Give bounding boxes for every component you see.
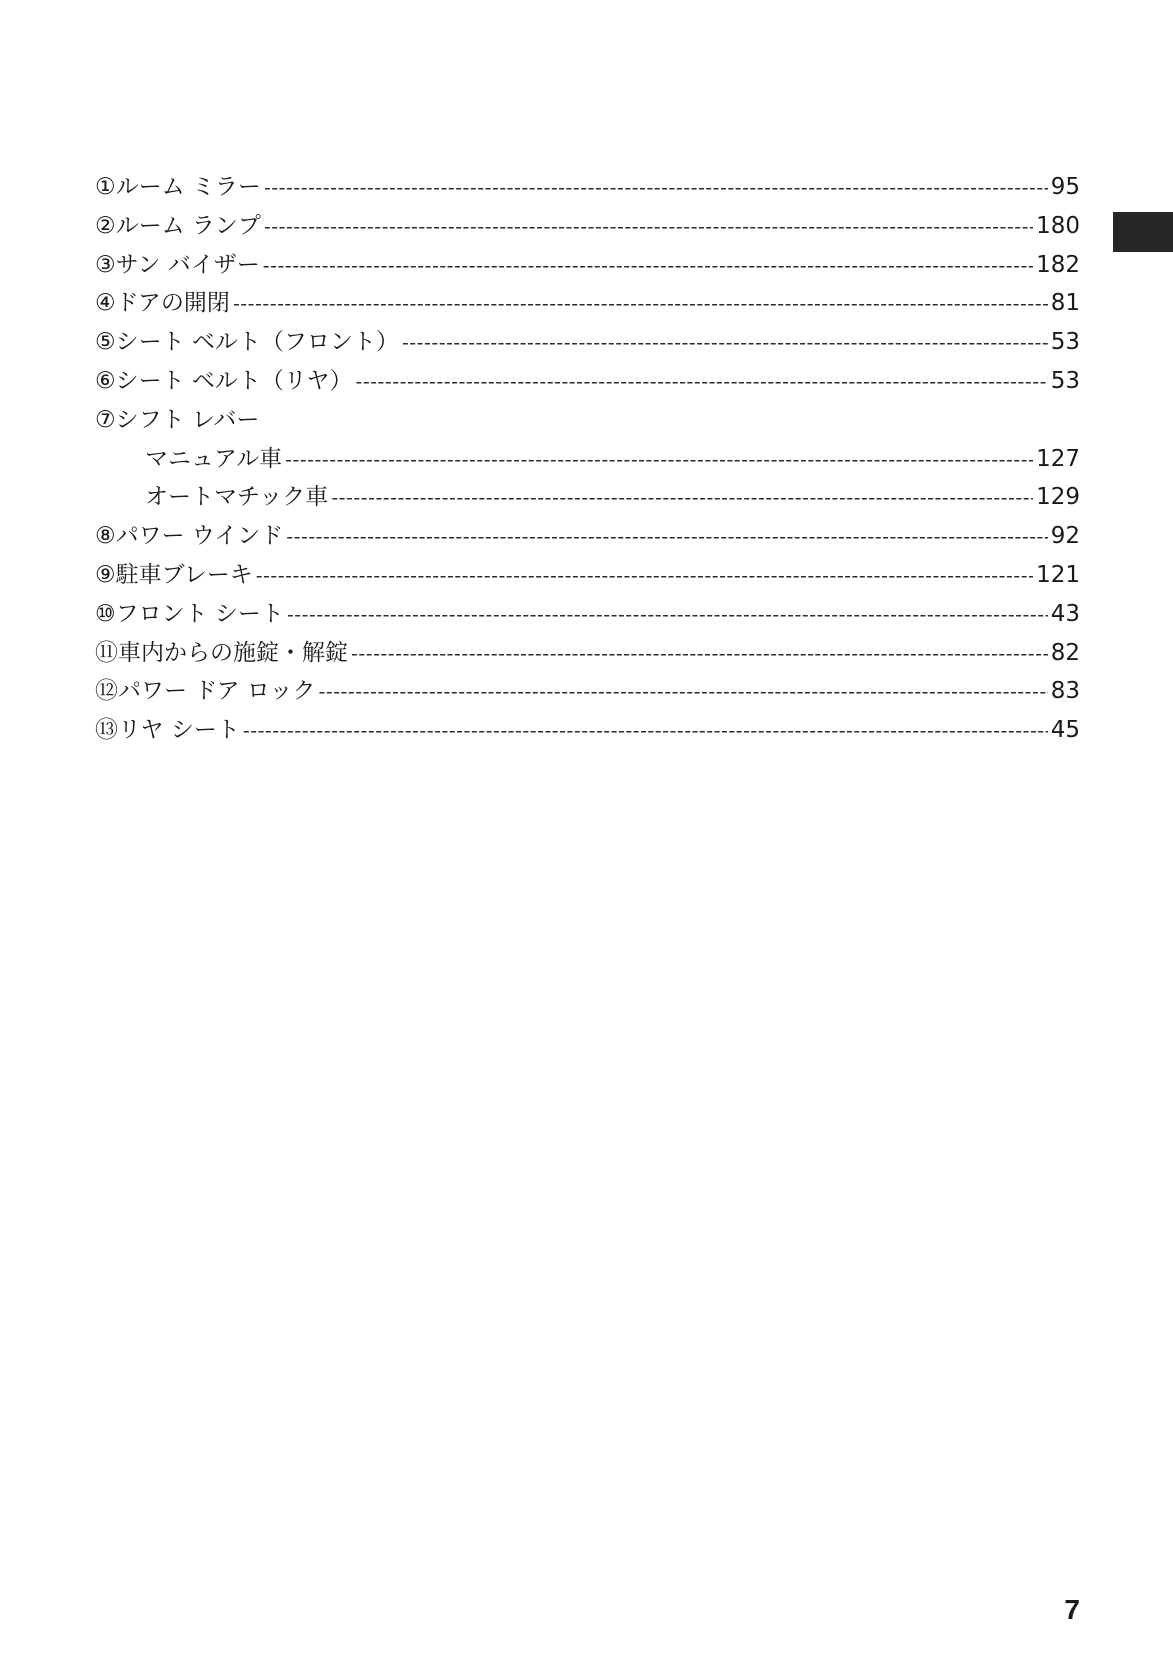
toc-leader [351, 635, 1048, 674]
toc-page: 83 [1050, 678, 1080, 705]
toc-leader [285, 441, 1033, 480]
toc-row[interactable] [95, 284, 1080, 323]
toc-leader [286, 518, 1047, 557]
toc-page: 82 [1050, 639, 1080, 666]
toc-page: 53 [1050, 329, 1080, 356]
toc-leader [233, 285, 1048, 324]
toc-page: 92 [1050, 523, 1080, 550]
toc-row[interactable] [95, 323, 1080, 362]
toc-leader [287, 596, 1048, 635]
toc-page: 43 [1050, 600, 1080, 627]
toc-row[interactable] [95, 672, 1080, 711]
toc-row[interactable] [95, 168, 1080, 207]
toc-label: ②ルーム ランプ [95, 212, 261, 239]
toc-label: ⑨駐車ブレーキ [95, 561, 253, 588]
toc-label: ⑥シート ベルト（リヤ） [95, 367, 353, 394]
toc-page: 121 [1036, 561, 1080, 588]
toc-page: 53 [1050, 367, 1080, 394]
section-tab-marker [1113, 212, 1173, 252]
toc-label: ⑪車内からの施錠・解錠 [95, 639, 348, 666]
toc-row[interactable] [95, 634, 1080, 673]
toc-row[interactable] [95, 207, 1080, 246]
toc-row[interactable] [95, 246, 1080, 285]
toc-label: ⑦シフト レバー [95, 406, 260, 433]
toc-page: 180 [1036, 212, 1080, 239]
toc-label: マニュアル車 [145, 445, 283, 472]
toc-label: ③サン バイザー [95, 251, 260, 278]
toc-label: ⑩フロント シート [95, 600, 284, 627]
toc-leader [318, 673, 1047, 712]
toc-row[interactable] [95, 478, 1080, 517]
table-of-contents [95, 168, 1080, 750]
toc-leader [264, 208, 1033, 247]
toc-row[interactable] [95, 595, 1080, 634]
toc-leader [355, 363, 1047, 402]
toc-row[interactable] [95, 362, 1080, 401]
toc-leader [331, 479, 1033, 518]
toc-page: 182 [1036, 251, 1080, 278]
page-number: 7 [1064, 1594, 1080, 1625]
toc-label: ①ルーム ミラー [95, 174, 261, 200]
toc-label: ⑧パワー ウインド [95, 523, 284, 550]
toc-page: 127 [1036, 445, 1080, 472]
toc-page: 129 [1036, 484, 1080, 511]
toc-leader [264, 169, 1048, 208]
toc-leader [243, 712, 1048, 751]
toc-page: 95 [1050, 174, 1080, 200]
toc-leader [263, 247, 1033, 286]
toc-row[interactable] [95, 440, 1080, 479]
toc-page: 81 [1050, 290, 1080, 317]
toc-label: オートマチック車 [145, 484, 329, 511]
toc-leader [256, 557, 1033, 596]
toc-group-heading [95, 401, 1080, 440]
toc-row[interactable] [95, 711, 1080, 750]
toc-label: ⑫パワー ドア ロック [95, 678, 316, 705]
toc-leader [402, 324, 1048, 363]
toc-label: ⑬リヤ シート [95, 717, 240, 744]
toc-page: 45 [1050, 717, 1080, 744]
toc-label: ④ドアの開閉 [95, 290, 230, 317]
toc-row[interactable] [95, 556, 1080, 595]
toc-row[interactable] [95, 517, 1080, 556]
toc-label: ⑤シート ベルト（フロント） [95, 329, 399, 356]
